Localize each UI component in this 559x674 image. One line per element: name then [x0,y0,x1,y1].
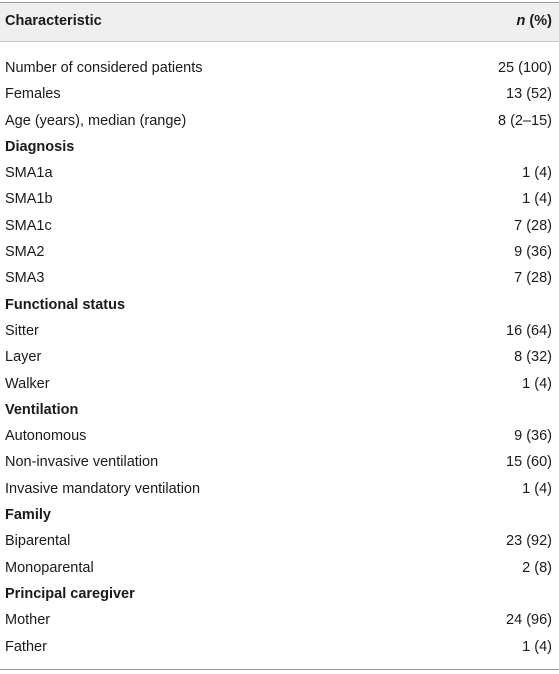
table-row [0,55,559,81]
section-label: Ventilation [5,401,79,418]
section-row [0,502,559,528]
row-label: Females [5,86,61,103]
row-value: 9 (36) [514,428,552,445]
row-value: 1 (4) [522,638,552,655]
section-label: Functional status [5,296,126,313]
section-label: Family [5,507,51,524]
row-label: Biparental [5,533,71,550]
table-row [0,160,559,186]
table-row [0,607,559,633]
row-value: 25 (100) [497,60,552,76]
row-label: Non-invasive ventilation [5,454,159,471]
table-row [0,318,559,344]
table-row [0,476,559,502]
table-row [0,108,559,134]
header-n-percent [517,13,552,29]
row-value: 7 (28) [514,270,552,287]
table-row [0,555,559,581]
row-label: Autonomous [5,428,87,445]
row-value: 2 (8) [522,559,552,576]
section-label: Principal caregiver [5,585,135,602]
row-label: SMA1b [5,191,53,208]
header-n-symbol: n [516,13,526,29]
row-value: 23 (92) [506,533,552,550]
row-value: 8 (2–15) [497,112,552,129]
row-value: 8 (32) [514,349,552,366]
header-rule [0,41,559,42]
table-row [0,371,559,397]
table-row [0,239,559,265]
row-label: Layer [5,349,42,366]
row-value: 1 (4) [522,165,552,182]
header-characteristic: Characteristic [5,13,102,29]
table-row [0,344,559,370]
row-value: 1 (4) [522,375,552,392]
row-label: Father [5,638,47,655]
row-label: Walker [5,375,50,392]
section-row [0,397,559,423]
row-label: Invasive mandatory ventilation [5,480,201,497]
row-value: 13 (52) [506,86,552,103]
header-n-suffix: (%) [525,13,552,29]
table-row [0,634,559,660]
section-label: Diagnosis [5,138,75,155]
table-row [0,186,559,212]
section-row [0,134,559,160]
row-label: Mother [5,612,51,629]
table-bottom-rule [0,669,559,670]
table-header [0,3,559,41]
row-label: SMA3 [5,270,45,287]
row-value: 9 (36) [514,244,552,261]
table-row [0,449,559,475]
row-label: Age (years), median (range) [5,112,187,129]
row-value: 24 (96) [506,612,552,629]
row-label: Number of considered patients [5,60,203,76]
table-row [0,81,559,107]
row-label: SMA1c [5,217,52,234]
row-value: 1 (4) [522,191,552,208]
row-label: Monoparental [5,559,94,576]
table-body [0,55,559,660]
row-value: 7 (28) [514,217,552,234]
table-row [0,213,559,239]
row-value: 1 (4) [522,480,552,497]
row-label: SMA1a [5,165,53,182]
table-row [0,528,559,554]
row-label: SMA2 [5,244,45,261]
section-row [0,292,559,318]
row-label: Sitter [5,322,39,339]
section-row [0,581,559,607]
row-value: 15 (60) [506,454,552,471]
table-row [0,265,559,291]
row-value: 16 (64) [506,322,552,339]
table-row [0,423,559,449]
